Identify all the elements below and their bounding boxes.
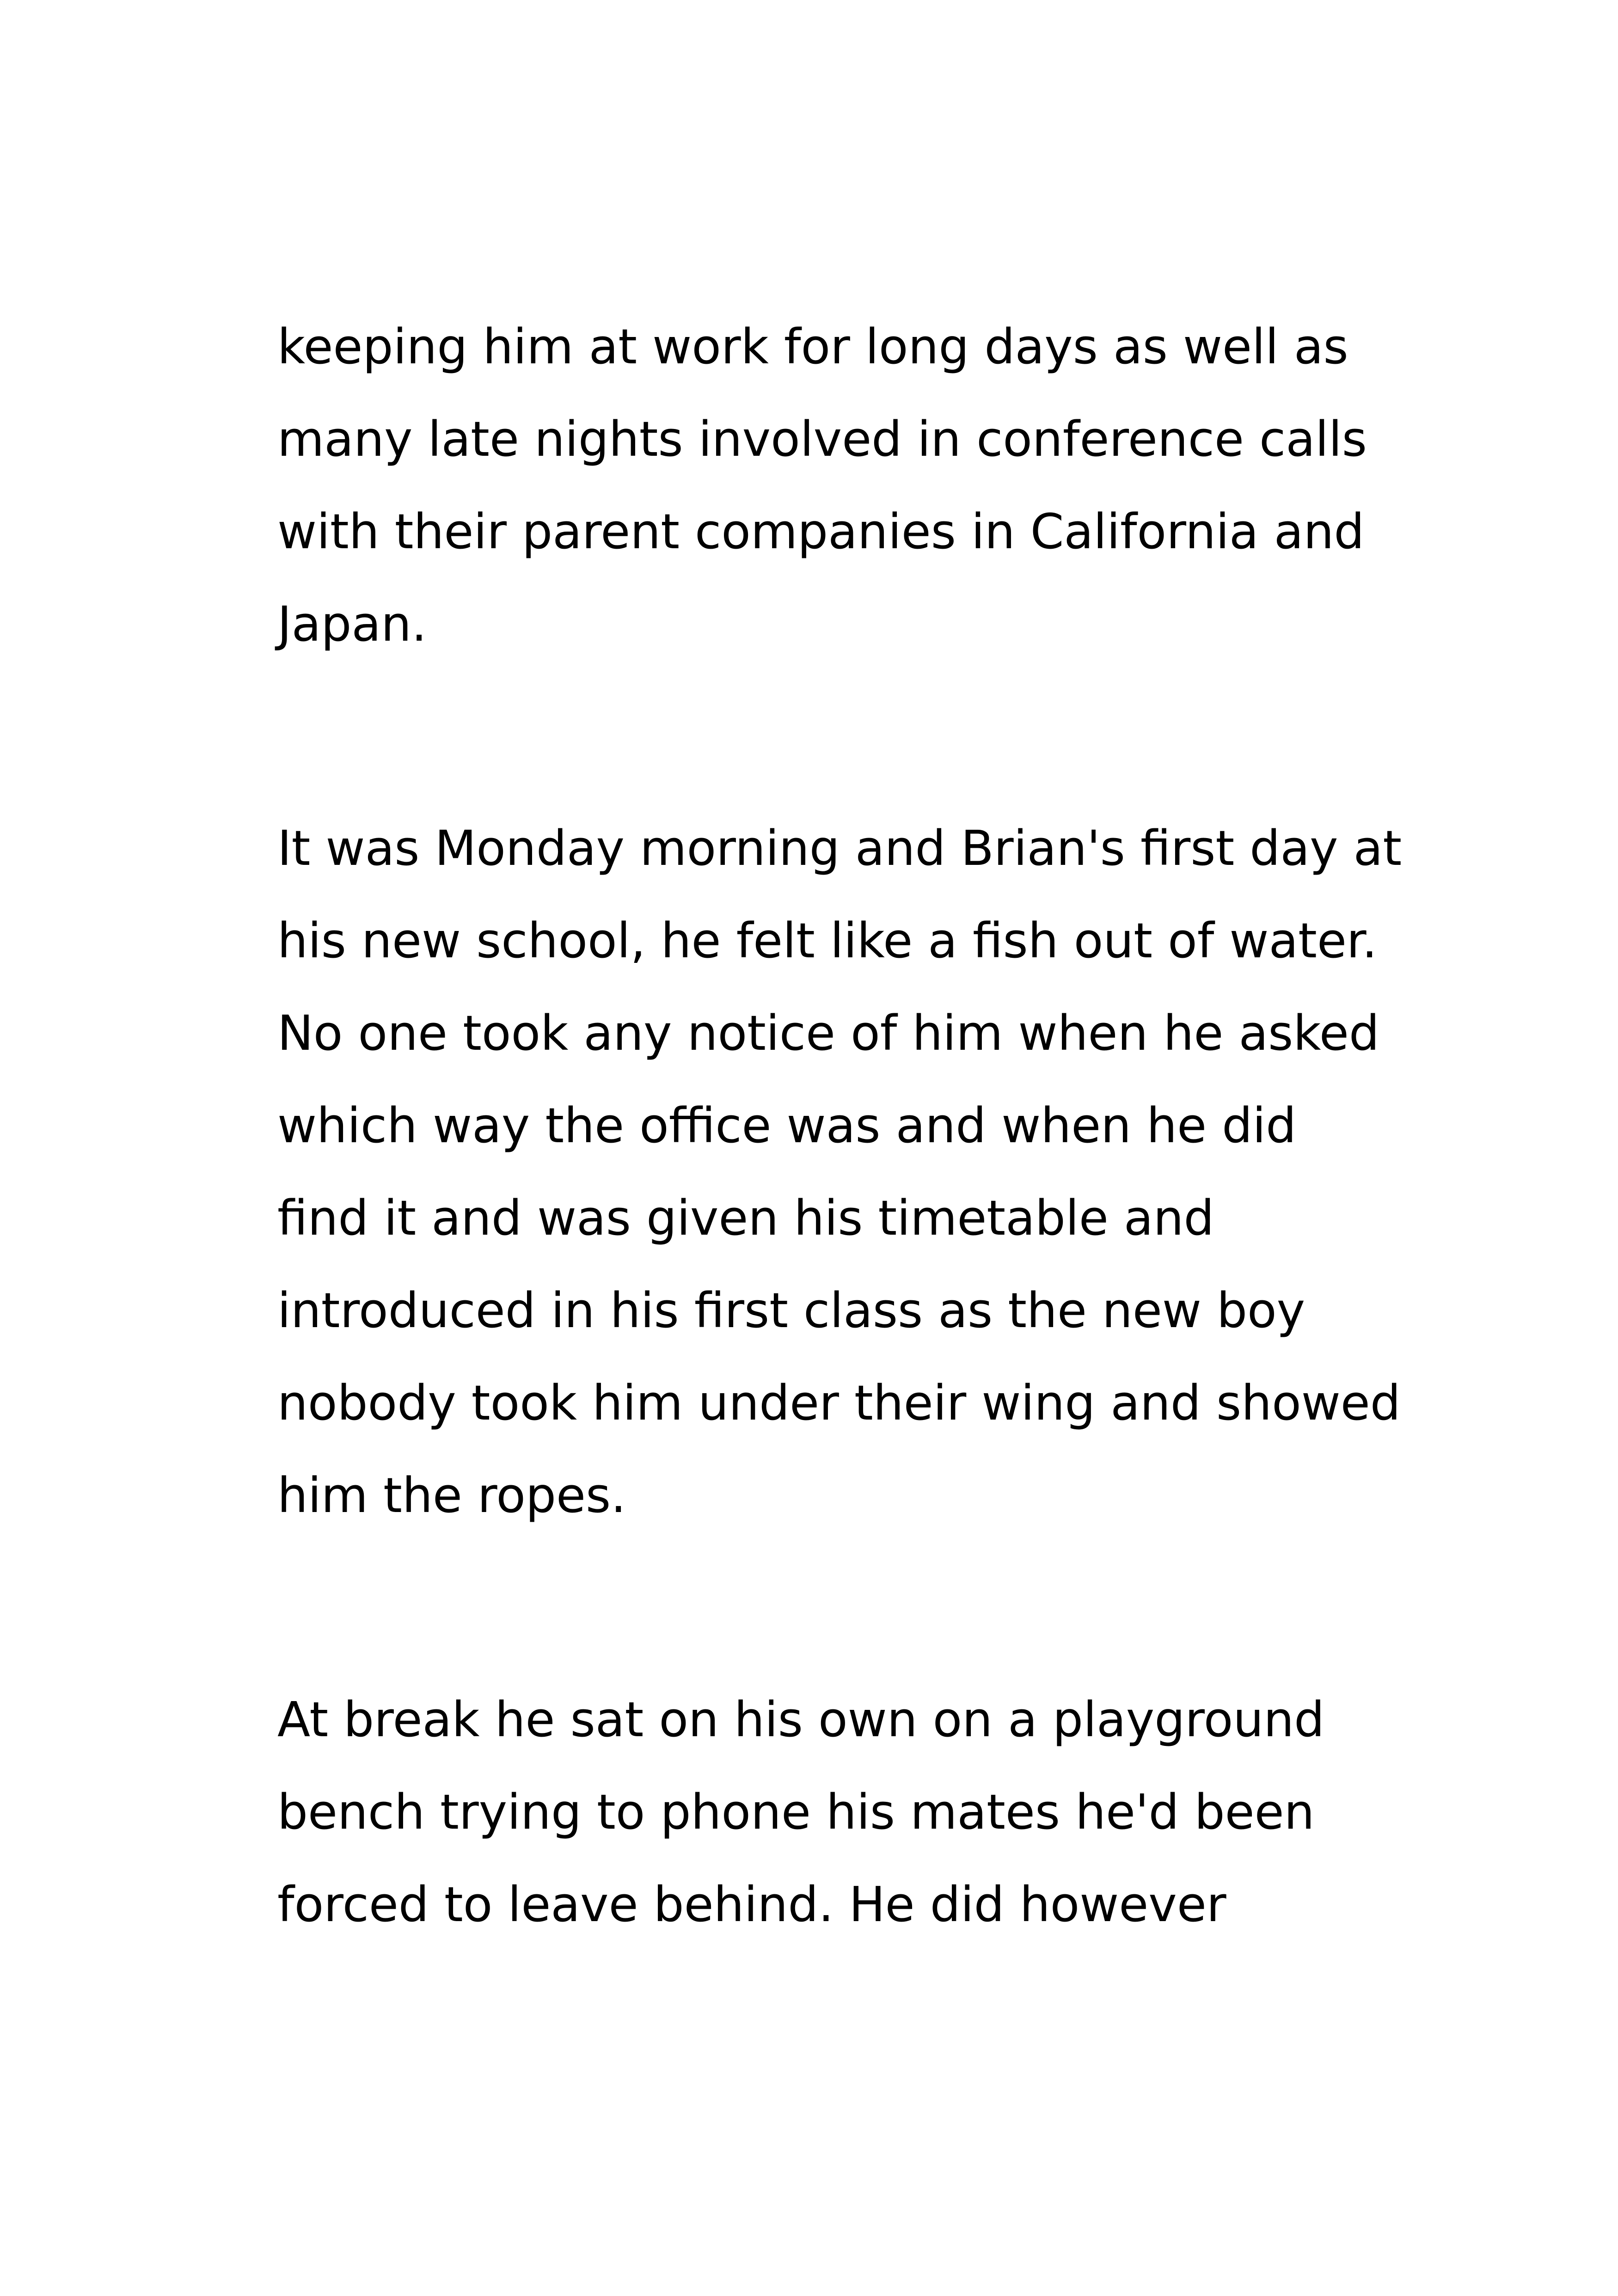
text-line: keeping him at work for long days as well as [277, 318, 1348, 375]
text-line: him the ropes. [277, 1467, 626, 1524]
text-line: No one took any notice of him when he asked [277, 1005, 1379, 1061]
text-line: many late nights involved in conference calls [277, 411, 1367, 467]
text-line: find it and was given his timetable and [277, 1190, 1214, 1246]
text-line: bench trying to phone his mates he'd been [277, 1784, 1315, 1840]
text-line: introduced in his first class as the new boy [277, 1282, 1305, 1339]
text-line: with their parent companies in California and [277, 503, 1365, 560]
text-line: which way the office was and when he did [277, 1097, 1297, 1154]
text-line: Japan. [277, 596, 427, 652]
text-line: It was Monday morning and Brian's first day at [277, 820, 1402, 876]
text-line: nobody took him under their wing and showed [277, 1375, 1401, 1431]
text-line: At break he sat on his own on a playground [277, 1691, 1325, 1748]
text-line: forced to leave behind. He did however [277, 1876, 1226, 1933]
text-line: his new school, he felt like a fish out of water. [277, 912, 1378, 969]
